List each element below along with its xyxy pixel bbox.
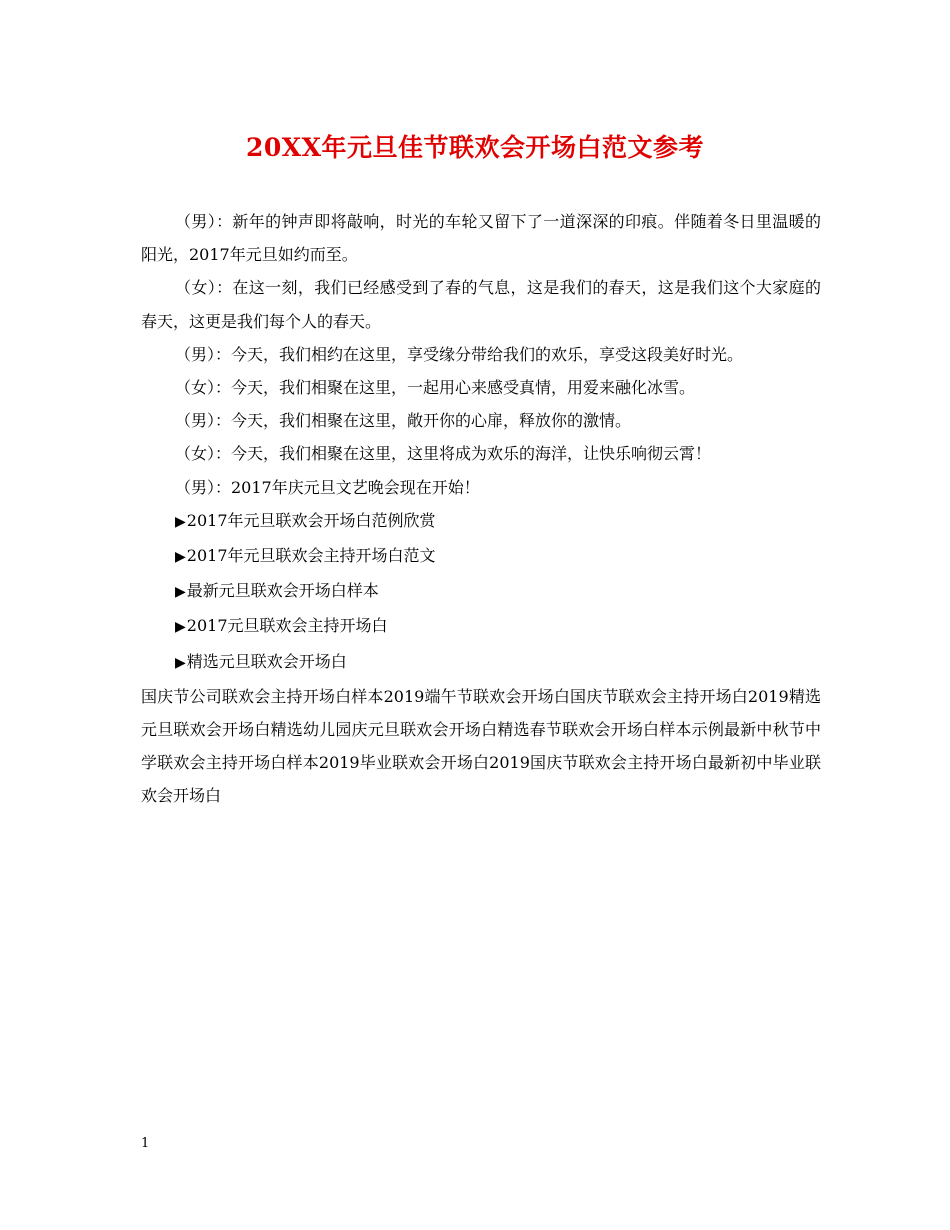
- document-body: [141, 205, 821, 813]
- related-link[interactable]: [141, 539, 821, 574]
- related-link[interactable]: [141, 645, 821, 680]
- triangle-right-icon: ▶: [175, 654, 186, 671]
- paragraph: （女）：在这一刻，我们已经感受到了春的气息，这是我们的春天，这是我们这个大家庭的春天，这更是我们每个人的春天。: [141, 278, 821, 331]
- document-title: 20XX年元旦佳节联欢会开场白范文参考: [245, 133, 705, 162]
- paragraph: （男）：今天，我们相约在这里，享受缘分带给我们的欢乐，享受这段美好时光。: [175, 344, 744, 364]
- paragraph: （男）：今天，我们相聚在这里，敞开你的心扉，释放你的激情。: [175, 411, 632, 431]
- triangle-right-icon: ▶: [175, 549, 186, 566]
- triangle-right-icon: ▶: [175, 584, 186, 601]
- related-link-label[interactable]: 精选元旦联欢会开场白: [186, 651, 347, 671]
- related-link-label[interactable]: 2017年元旦联欢会开场白范例欣赏: [186, 510, 436, 530]
- paragraph: （男）：2017年庆元旦文艺晚会现在开始！: [175, 477, 480, 497]
- related-link[interactable]: [141, 574, 821, 609]
- triangle-right-icon: ▶: [175, 619, 186, 636]
- paragraph: （男）：新年的钟声即将敲响，时光的车轮又留下了一道深深的印痕。伴随着冬日里温暖的阳光，2017年元旦如约而至。: [141, 212, 821, 265]
- related-link[interactable]: [141, 609, 821, 644]
- related-link-label[interactable]: 2017年元旦联欢会主持开场白范文: [186, 546, 436, 566]
- related-link[interactable]: [141, 504, 821, 539]
- related-articles-text: 国庆节公司联欢会主持开场白样本2019端午节联欢会开场白国庆节联欢会主持开场白2019精选元旦联欢会开场白精选幼儿园庆元旦联欢会开场白精选春节联欢会开场白样本示例最新中秋节中学联欢会主持开场白样本2019毕业联欢会开场白2019国庆节联欢会主持开场白最新初中毕业联欢会开场白: [141, 686, 821, 806]
- paragraph: （女）：今天，我们相聚在这里，一起用心来感受真情，用爱来融化冰雪。: [175, 378, 696, 398]
- triangle-right-icon: ▶: [175, 513, 186, 530]
- page-number: 1: [141, 1136, 150, 1151]
- paragraph: （女）：今天，我们相聚在这里，这里将成为欢乐的海洋，让快乐响彻云霄！: [175, 444, 712, 464]
- related-link-label[interactable]: 2017元旦联欢会主持开场白: [186, 616, 388, 636]
- related-link-label[interactable]: 最新元旦联欢会开场白样本: [186, 581, 379, 601]
